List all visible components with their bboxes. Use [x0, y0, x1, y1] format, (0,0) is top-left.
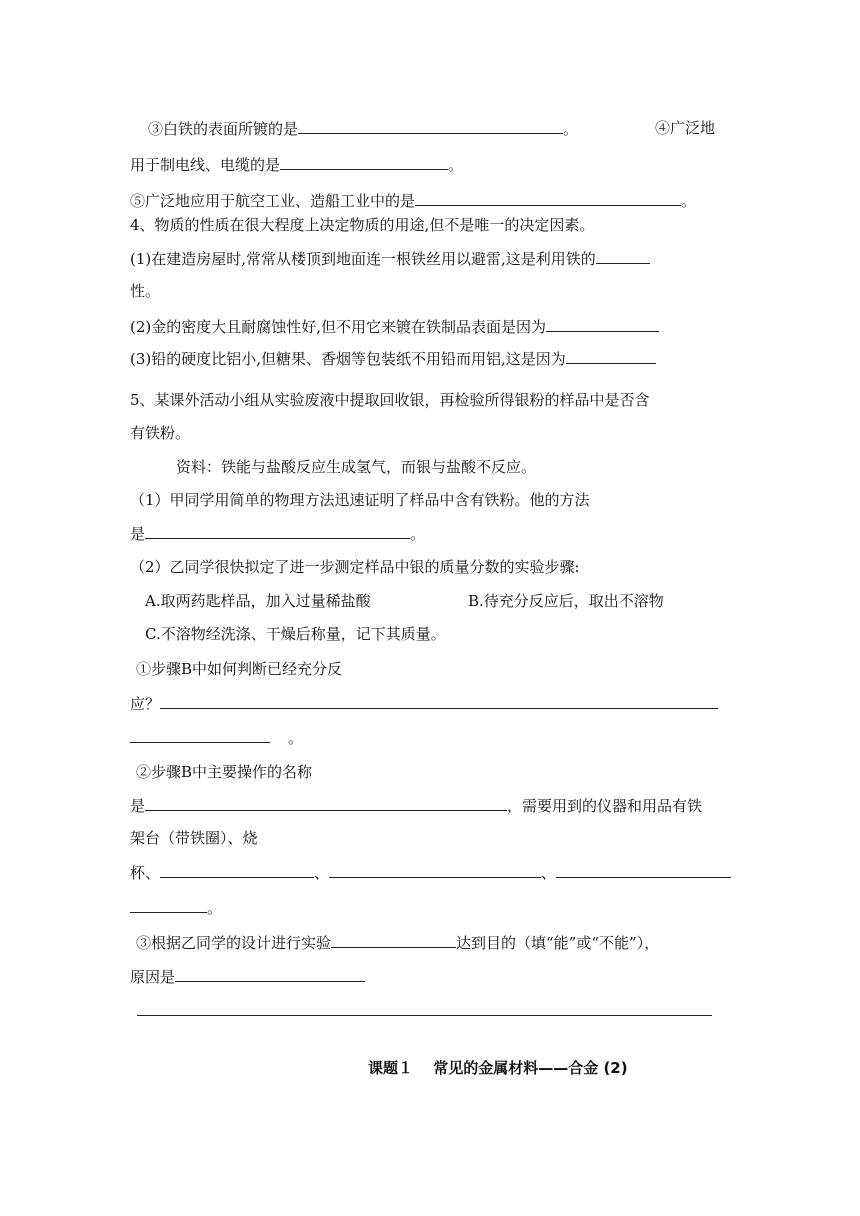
q3-item5-blank[interactable] — [415, 190, 681, 206]
q3-item3-blank[interactable] — [298, 118, 563, 134]
q4-p2-line — [130, 316, 659, 337]
q5-s1-line2 — [130, 693, 718, 714]
q3-item5-end: 。 — [681, 192, 697, 210]
q3-item3-line — [148, 118, 578, 139]
q5-step-c: C.不溶物经洗涤、干燥后称量，记下其质量。 — [145, 625, 446, 643]
q3-item4-head: ④广泛地 — [655, 119, 716, 137]
q5-s3-reason: 原因是 — [130, 968, 176, 986]
q5-p2: （2）乙同学很快拟定了进一步测定样品中银的质量分数的实验步骤: — [130, 558, 580, 576]
q5-s2-blank-name[interactable] — [145, 795, 507, 811]
q5-s2-sep-1: 、 — [314, 864, 330, 882]
q5-s1-line1: ①步骤B中如何判断已经充分反 — [136, 660, 343, 678]
q5-p1-line2 — [130, 523, 425, 544]
q4-p3-text: (3)铅的硬度比铝小,但糖果、香烟等包装纸不用铅而用铝,这是因为 — [130, 350, 566, 368]
q3-item5-text: ⑤广泛地应用于航空工业、造船工业中的是 — [130, 192, 416, 210]
q3-item4-end: 。 — [448, 156, 464, 174]
q5-s1-line3 — [130, 727, 303, 748]
q5-s2-line4 — [130, 862, 731, 883]
q4-p3-line — [130, 348, 656, 369]
q5-s2-blank-3[interactable] — [556, 862, 731, 878]
q5-s2-sep-2: 、 — [541, 864, 557, 882]
q4-p2-text: (2)金的密度大且耐腐蚀性好,但不用它来镀在铁制品表面是因为 — [130, 318, 547, 336]
lesson-title: 课题１ 常见的金属材料——合金 (2) — [368, 1059, 628, 1077]
q5-s2-prefix: 是 — [130, 797, 146, 815]
q5-info: 资料：铁能与盐酸反应生成氢气，而银与盐酸不反应。 — [176, 458, 537, 476]
q5-s2-line3: 架台（带铁圈）、烧 — [130, 829, 258, 847]
q3-item4-text: 用于制电线、电缆的是 — [130, 156, 281, 174]
q5-p1-blank[interactable] — [145, 523, 410, 539]
q5-s2-cup: 杯、 — [130, 864, 161, 882]
q5-stem-1: 5、某课外活动小组从实验废液中提取回收银，再检验所得银粉的样品中是否含 — [130, 391, 650, 409]
q5-p1-line1: （1）甲同学用简单的物理方法迅速证明了样品中含有铁粉。他的方法 — [130, 491, 590, 509]
q4-p1-text: (1)在建造房屋时,常常从楼顶到地面连一根铁丝用以避雷,这是利用铁的 — [130, 250, 596, 268]
q5-s1-blank[interactable] — [160, 693, 718, 709]
q5-s2-line5 — [130, 897, 222, 918]
q5-step-a: A.取两药匙样品，加入过量稀盐酸 — [145, 592, 371, 610]
q4-p1-line — [130, 248, 650, 269]
q3-item4-blank[interactable] — [280, 154, 448, 170]
q3-item4-line — [130, 154, 463, 175]
q5-s1-end: 。 — [288, 729, 304, 747]
q5-step-b: B.待充分反应后，取出不溶物 — [468, 592, 664, 610]
q5-s3-suffix: 达到目的（填“能”或“不能”）， — [456, 934, 660, 952]
q5-s2-blank-1[interactable] — [160, 862, 314, 878]
q5-s3-line2 — [130, 966, 365, 987]
q5-s2-blank-2[interactable] — [329, 862, 541, 878]
q5-s3-answer-line[interactable] — [137, 1015, 712, 1016]
q5-p1-end: 。 — [410, 525, 426, 543]
q5-s3-line1 — [136, 932, 659, 953]
q5-s3-text: ③根据乙同学的设计进行实验 — [136, 934, 332, 952]
q5-s1-blank-2[interactable] — [130, 727, 270, 743]
q5-s3-blank-1[interactable] — [331, 932, 456, 948]
q4-p1-blank[interactable] — [596, 248, 650, 264]
q5-s2-suffix: ，需要用到的仪器和用品有铁 — [507, 797, 703, 815]
q5-s1-prefix: 应？ — [130, 695, 161, 713]
q3-item3-text: ③白铁的表面所镀的是 — [148, 120, 299, 138]
q4-stem: 4、物质的性质在很大程度上决定物质的用途,但不是唯一的决定因素。 — [130, 216, 595, 234]
q5-s2-line1: ②步骤B中主要操作的名称 — [136, 763, 313, 781]
q4-p2-blank[interactable] — [546, 316, 659, 332]
q5-stem-2: 有铁粉。 — [130, 424, 191, 442]
q5-s2-blank-4[interactable] — [130, 897, 207, 913]
q5-s2-end: 。 — [207, 899, 223, 917]
q5-p1-prefix: 是 — [130, 525, 146, 543]
q3-item3-end: 。 — [563, 120, 579, 138]
q5-s3-blank-2[interactable] — [175, 966, 365, 982]
q4-p3-blank[interactable] — [566, 348, 656, 364]
q3-item5-line — [130, 190, 696, 211]
q5-s2-line2 — [130, 795, 702, 816]
q4-p1-cont: 性。 — [130, 282, 161, 300]
